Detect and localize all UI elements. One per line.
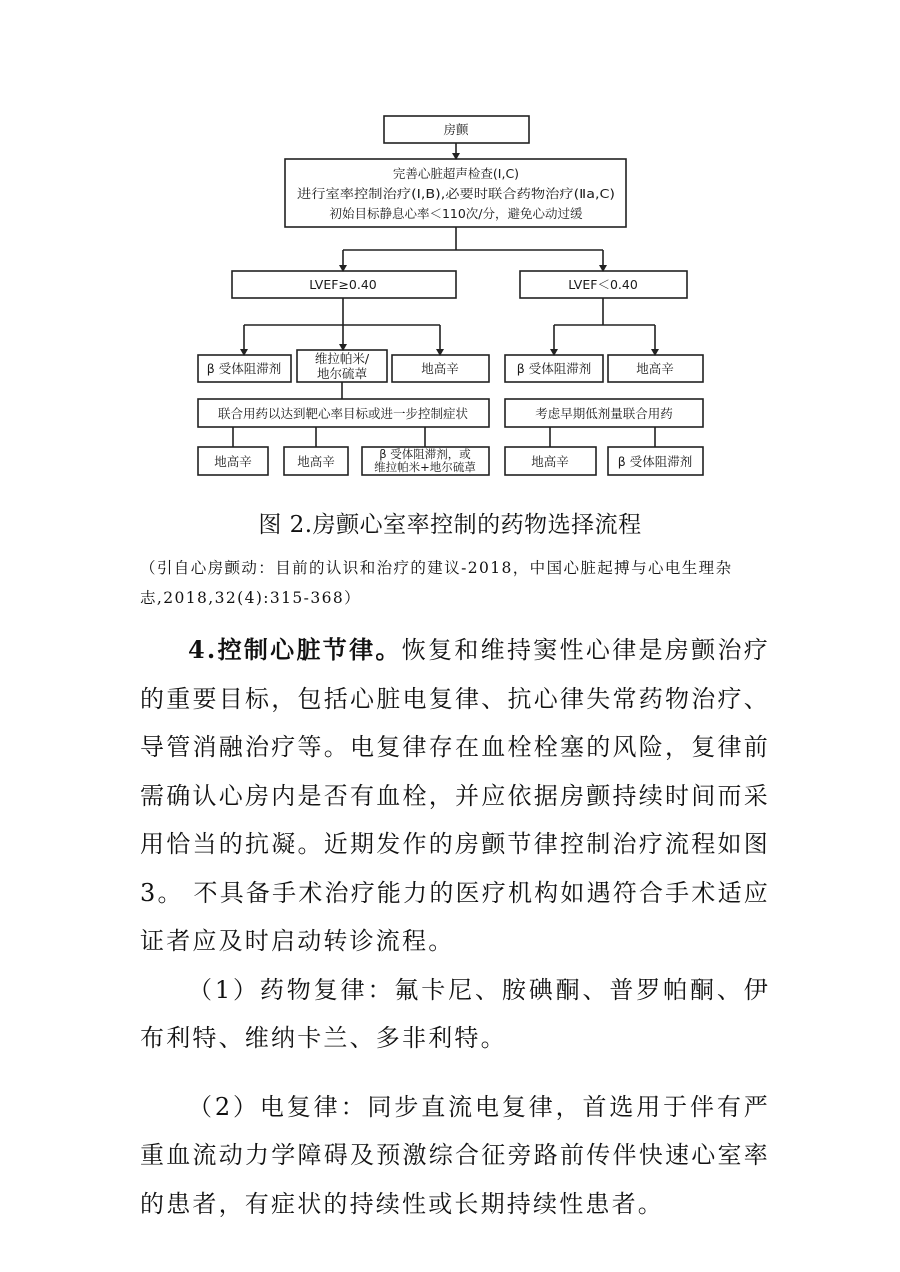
step1-line-1: 完善心脏超声检查(Ⅰ,C) (392, 166, 520, 181)
right-drug-digoxin: 地高辛 (636, 361, 674, 376)
right-drug-beta: β 受体阻滞剂 (516, 361, 592, 376)
left-drug-verapamil-1: 维拉帕米/ (314, 351, 370, 366)
paragraph-heading: 4.控制心脏节律。 (188, 635, 402, 664)
paragraph-drug-cardioversion (140, 966, 770, 1063)
paragraph-text: 恢复和维持窦性心律是房颤治疗的重要目标，包括心脏电复律、抗心律失常药物治疗、导管消融治疗等。电复律存在血栓栓塞的风险，复律前需确认心房内是否有血栓，并应依据房颤持续时间而采用恰当的抗凝。近期发作的房颤节律控制治疗流程如图 3。 不具备手术治疗能力的医疗机构如遇符合手术适应证者应及时启动转诊流程。 (140, 636, 770, 955)
step1-line-2: 进行室率控制治疗(Ⅰ,B),必要时联合药物治疗(Ⅱa,C) (297, 186, 615, 201)
right-combine-label: 考虑早期低剂量联合用药 (535, 406, 673, 421)
paragraph-text: （1）药物复律：氟卡尼、胺碘酮、普罗帕酮、伊布利特、维纳卡兰、多非利特。 (140, 975, 770, 1052)
left-drug-beta: β 受体阻滞剂 (206, 361, 282, 376)
paragraph-text: （2）电复律：同步直流电复律，首选用于伴有严重血流动力学障碍及预激综合征旁路前传伴快速心室率的患者，有症状的持续性或长期持续性患者。 (140, 1092, 770, 1218)
root-label: 房颤 (443, 122, 469, 137)
paragraph-electrical-cardioversion (140, 1083, 770, 1229)
figure-source: （引自心房颤动：目前的认识和治疗的建议-2018，中国心脏起搏与心电生理杂志,2018,32(4):315-368） (140, 559, 733, 607)
rate-control-flowchart (0, 0, 900, 490)
right-condition: LVEF＜0.40 (568, 277, 638, 292)
left-condition: LVEF≥0.40 (309, 277, 377, 292)
left-outcome-2: 地高辛 (297, 454, 335, 469)
paragraph-rhythm-control (140, 626, 770, 966)
left-outcome-3a: β 受体阻滞剂，或 (379, 447, 471, 461)
right-outcome-2: β 受体阻滞剂 (617, 454, 693, 469)
right-outcome-1: 地高辛 (531, 454, 569, 469)
step1-line-3: 初始目标静息心率＜110次/分，避免心动过缓 (329, 206, 583, 221)
figure-caption: 图 2.房颤心室率控制的药物选择流程 (258, 512, 642, 538)
left-drug-digoxin: 地高辛 (421, 361, 459, 376)
left-drug-verapamil-2: 地尔硫䓬 (316, 366, 368, 381)
body-text (140, 626, 770, 1228)
left-outcome-1: 地高辛 (214, 454, 252, 469)
left-outcome-3b: 维拉帕米+地尔硫䓬 (374, 460, 476, 474)
left-combine-label: 联合用药以达到靶心率目标或进一步控制症状 (217, 406, 469, 421)
